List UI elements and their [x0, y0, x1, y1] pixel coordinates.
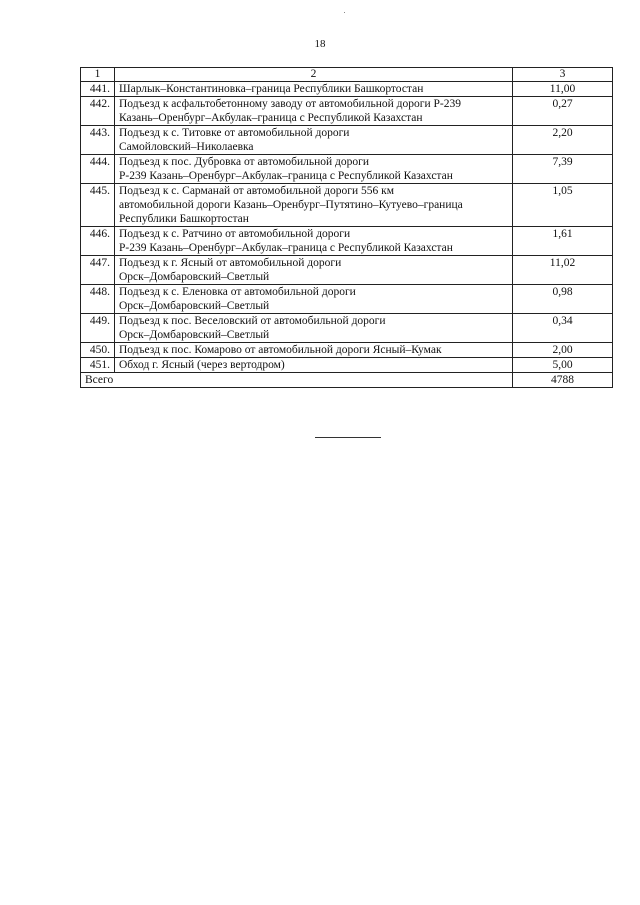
total-value: 4788 — [513, 373, 613, 388]
header-cell-number: 1 — [81, 68, 115, 82]
table-row — [81, 227, 613, 256]
header-cell-length: 3 — [513, 68, 613, 82]
row-number-cell: 450. — [81, 343, 115, 358]
scan-speck — [344, 12, 345, 13]
road-name-line: Подъезд к пос. Дубровка от автомобильной дороги — [119, 156, 370, 168]
road-name-line: Подъезд к с. Сарманай от автомобильной дороги 556 км — [119, 185, 395, 197]
road-length-cell: 11,02 — [513, 256, 613, 285]
road-name-line: Орск–Домбаровский–Светлый — [119, 329, 270, 341]
roads-table-body — [81, 68, 613, 388]
road-length-cell: 7,39 — [513, 155, 613, 184]
table-row — [81, 82, 613, 97]
table-row — [81, 184, 613, 227]
road-name-line: Подъезд к пос. Комарово от автомобильной дороги Ясный–Кумак — [119, 344, 442, 356]
table-row — [81, 155, 613, 184]
road-name-cell — [115, 343, 513, 358]
road-name-line: Обход г. Ясный (через вертодром) — [119, 359, 285, 371]
road-name-line: Подъезд к с. Титовке от автомобильной дороги — [119, 127, 350, 139]
road-name-cell — [115, 256, 513, 285]
road-name-cell — [115, 97, 513, 126]
table-row — [81, 343, 613, 358]
road-name-cell — [115, 358, 513, 373]
table-row — [81, 358, 613, 373]
roads-table — [80, 67, 613, 388]
table-row — [81, 285, 613, 314]
table-header-row — [81, 68, 613, 82]
row-number-cell: 442. — [81, 97, 115, 126]
road-name-line: Подъезд к г. Ясный от автомобильной дороги — [119, 257, 342, 269]
road-name-line: Подъезд к пос. Веселовский от автомобильной дороги — [119, 315, 386, 327]
road-name-cell — [115, 155, 513, 184]
road-length-cell: 1,05 — [513, 184, 613, 227]
row-number-cell: 441. — [81, 82, 115, 97]
road-name-line: Подъезд к с. Еленовка от автомобильной дороги — [119, 286, 356, 298]
road-length-cell: 0,34 — [513, 314, 613, 343]
row-number-cell: 444. — [81, 155, 115, 184]
road-name-cell — [115, 227, 513, 256]
road-name-line: автомобильной дороги Казань–Оренбург–Путятино–Кутуево–граница — [119, 199, 463, 211]
road-name-line: Подъезд к с. Ратчино от автомобильной дороги — [119, 228, 351, 240]
road-length-cell: 0,27 — [513, 97, 613, 126]
road-name-line: Р-239 Казань–Оренбург–Акбулак–граница с Республикой Казахстан — [119, 242, 453, 254]
header-cell-name: 2 — [115, 68, 513, 82]
road-name-line: Казань–Оренбург–Акбулак–граница с Республикой Казахстан — [119, 112, 423, 124]
row-number-cell: 443. — [81, 126, 115, 155]
road-name-line: Самойловский–Николаевка — [119, 141, 254, 153]
row-number-cell: 445. — [81, 184, 115, 227]
table-row — [81, 256, 613, 285]
total-row — [81, 373, 613, 388]
road-name-cell — [115, 314, 513, 343]
road-name-cell — [115, 82, 513, 97]
road-name-line: Орск–Домбаровский–Светлый — [119, 271, 270, 283]
row-number-cell: 449. — [81, 314, 115, 343]
total-label: Всего — [81, 373, 513, 388]
row-number-cell: 451. — [81, 358, 115, 373]
road-name-cell — [115, 126, 513, 155]
table-row — [81, 314, 613, 343]
road-name-cell — [115, 285, 513, 314]
road-length-cell: 11,00 — [513, 82, 613, 97]
table-row — [81, 97, 613, 126]
row-number-cell: 448. — [81, 285, 115, 314]
road-length-cell: 5,00 — [513, 358, 613, 373]
end-of-table-rule — [315, 437, 381, 438]
row-number-cell: 446. — [81, 227, 115, 256]
table-row — [81, 126, 613, 155]
road-length-cell: 2,00 — [513, 343, 613, 358]
road-name-line: Республики Башкортостан — [119, 213, 249, 225]
road-length-cell: 2,20 — [513, 126, 613, 155]
road-name-line: Орск–Домбаровский–Светлый — [119, 300, 270, 312]
page-number: 18 — [314, 38, 326, 50]
road-name-line: Подъезд к асфальтобетонному заводу от автомобильной дороги Р-239 — [119, 98, 461, 110]
road-length-cell: 0,98 — [513, 285, 613, 314]
road-name-line: Шарлык–Константиновка–граница Республики Башкортостан — [119, 83, 424, 95]
row-number-cell: 447. — [81, 256, 115, 285]
road-name-line: Р-239 Казань–Оренбург–Акбулак–граница с Республикой Казахстан — [119, 170, 453, 182]
road-name-cell — [115, 184, 513, 227]
road-length-cell: 1,61 — [513, 227, 613, 256]
